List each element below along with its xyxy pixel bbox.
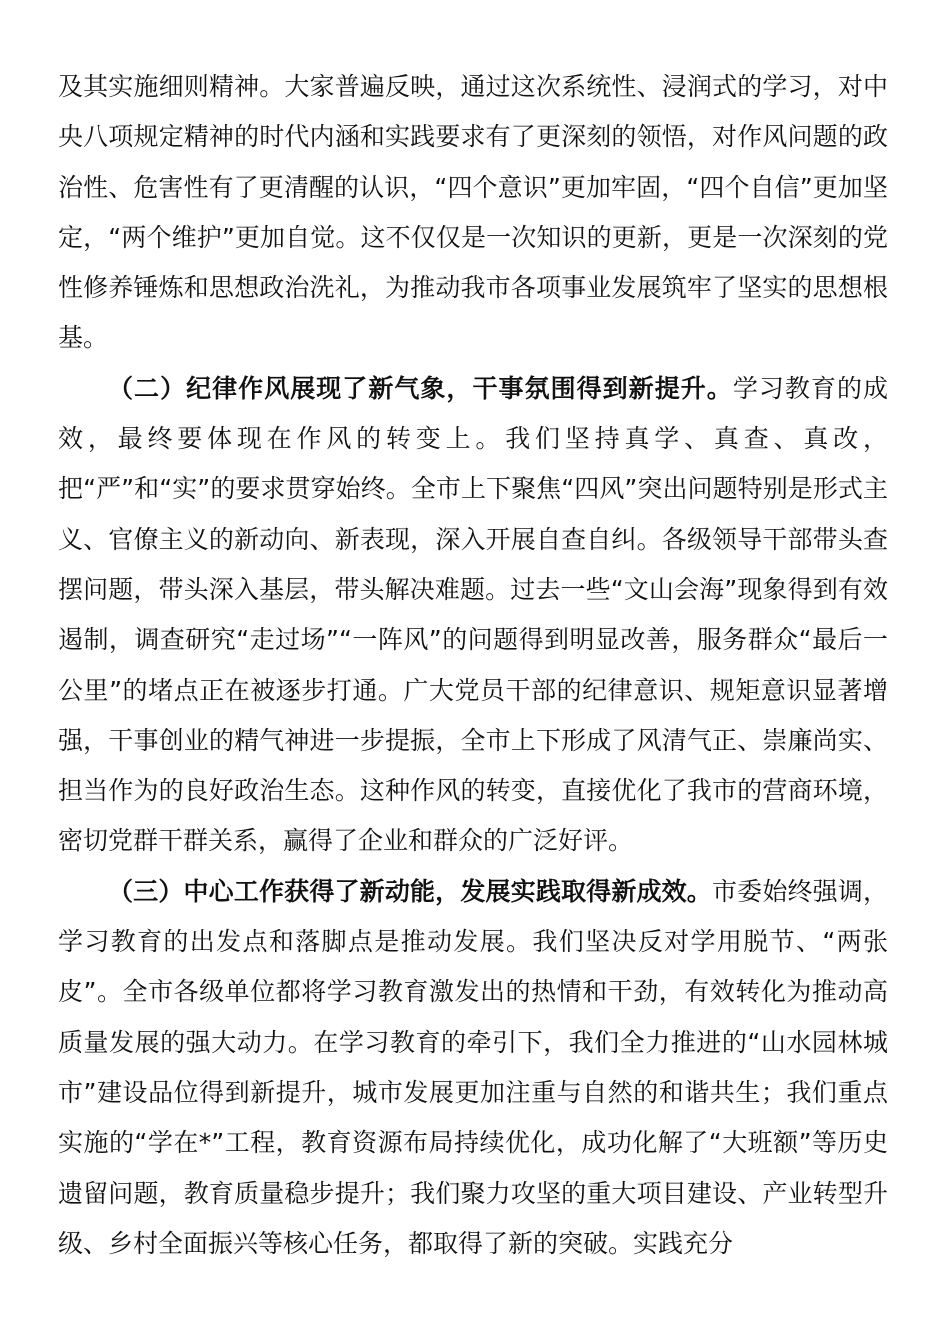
paragraph-text: 市委始终强调，学习教育的出发点和落脚点是推动发展。我们坚决反对学用脱节、“两张皮”。全市各级单位都将学习教育激发出的热情和干劲，有效转化为推动高质量发展的强大动力。在学习教育的牵引下，我们全力推进的“山水园林城市”建设品位得到新提升，城市发展更加注重与自然的和谐共生；我们重点实施的“学在*”工程，教育资源布局持续优化，成功化解了“大班额”等历史遗留问题，教育质量稳步提升；我们聚力攻坚的重大项目建设、产业转型升级、乡村全面振兴等核心任务，都取得了新的突破。实践充分 [58, 876, 888, 1258]
paragraph-text: 学习教育的成效，最终要体现在作风的转变上。我们坚持真学、真查、真改，把“严”和“实”的要求贯穿始终。全市上下聚焦“四风”突出问题特别是形式主义、官僚主义的新动向、新表现，深入开展自查自纠。各级领导干部带头查摆问题，带头深入基层，带头解决难题。过去一些“文山会海”现象得到有效遏制，调查研究“走过场”“一阵风”的问题得到明显改善，服务群众“最后一公里”的堵点正在被逐步打通。广大党员干部的纪律意识、规矩意识显著增强，干事创业的精气神进一步提振，全市上下形成了风清气正、崇廉尚实、担当作为的良好政治生态。这种作风的转变，直接优化了我市的营商环境，密切党群干群关系，赢得了企业和群众的广泛好评。 [58, 373, 888, 856]
section-heading: （二）纪律作风展现了新气象，干事氛围得到新提升。 [108, 373, 733, 403]
paragraph-continued [58, 62, 888, 364]
paragraph-section-3 [58, 867, 888, 1269]
paragraph-section-2 [58, 364, 888, 867]
paragraph-text: 及其实施细则精神。大家普遍反映，通过这次系统性、浸润式的学习，对中央八项规定精神的时代内涵和实践要求有了更深刻的领悟，对作风问题的政治性、危害性有了更清醒的认识，“四个意识”更加牢固，“四个自信”更加坚定，“两个维护”更加自觉。这不仅仅是一次知识的更新，更是一次深刻的党性修养锤炼和思想政治洗礼，为推动我市各项事业发展筑牢了坚实的思想根基。 [58, 72, 888, 353]
section-heading: （三）中心工作获得了新动能，发展实践取得新成效。 [108, 876, 712, 906]
document-page [58, 62, 888, 1269]
